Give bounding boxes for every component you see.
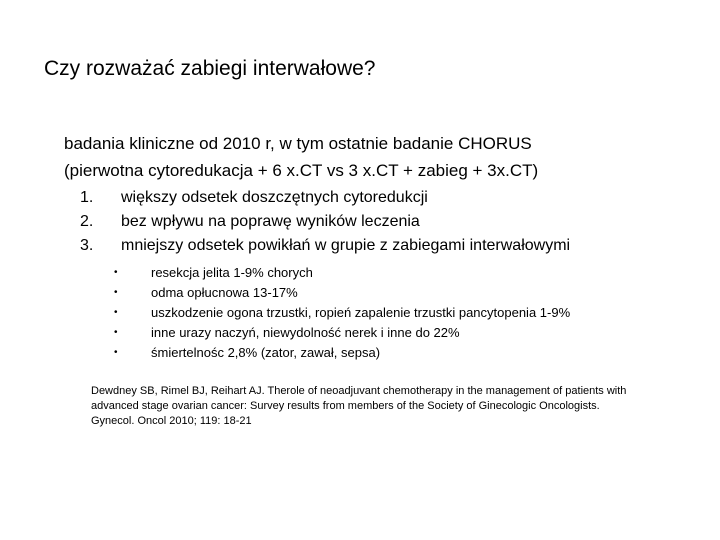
intro-line: badania kliniczne od 2010 r, w tym ostatnie badanie CHORUS (64, 134, 532, 153)
numbered-item (80, 234, 570, 258)
reference-citation (91, 384, 691, 429)
bullet-text: resekcja jelita 1-9% chorych (151, 265, 313, 280)
item-text: większy odsetek doszczętnych cytoredukcji (121, 189, 428, 206)
item-number: 1. (80, 189, 94, 206)
numbered-item (80, 186, 570, 210)
item-text: mniejszy odsetek powikłań w grupie z zabiegami interwałowymi (121, 237, 571, 254)
slide-title: Czy rozważać zabiegi interwałowe? (44, 57, 376, 80)
numbered-item (80, 210, 570, 234)
complications-list (112, 263, 570, 363)
reference-line: Dewdney SB, Rimel BJ, Reihart AJ. Therole of neoadjuvant chemotherapy in the management of patients with (91, 385, 627, 397)
bullet-icon: • (114, 307, 118, 318)
reference-line: Gynecol. Oncol 2010; 119: 18-21 (91, 415, 252, 427)
bullet-text: odma opłucnowa 13-17% (151, 285, 298, 300)
bullet-text: inne urazy naczyń, niewydolność nerek i inne do 22% (151, 325, 460, 340)
item-number: 3. (80, 237, 94, 254)
bullet-text: uszkodzenie ogona trzustki, ropień zapalenie trzustki pancytopenia 1-9% (151, 305, 571, 320)
bullet-icon: • (114, 267, 118, 278)
bullet-text: śmiertelnośc 2,8% (zator, zawał, sepsa) (151, 345, 381, 360)
bullet-icon: • (114, 287, 118, 298)
bullet-icon: • (114, 347, 118, 358)
bullet-icon: • (114, 327, 118, 338)
bullet-item (112, 263, 570, 283)
reference-line: advanced stage ovarian cancer: Survey results from members of the Society of Ginecologic Oncologists. (91, 400, 600, 412)
bullet-item (112, 283, 570, 303)
intro-text (64, 130, 538, 184)
bullet-item (112, 323, 570, 343)
bullet-item (112, 343, 570, 363)
intro-line: (pierwotna cytoredukacja + 6 x.CT vs 3 x.CT + zabieg + 3x.CT) (64, 161, 539, 180)
bullet-item (112, 303, 570, 323)
numbered-list (80, 186, 570, 258)
item-text: bez wpływu na poprawę wyników leczenia (121, 213, 420, 230)
item-number: 2. (80, 213, 94, 230)
